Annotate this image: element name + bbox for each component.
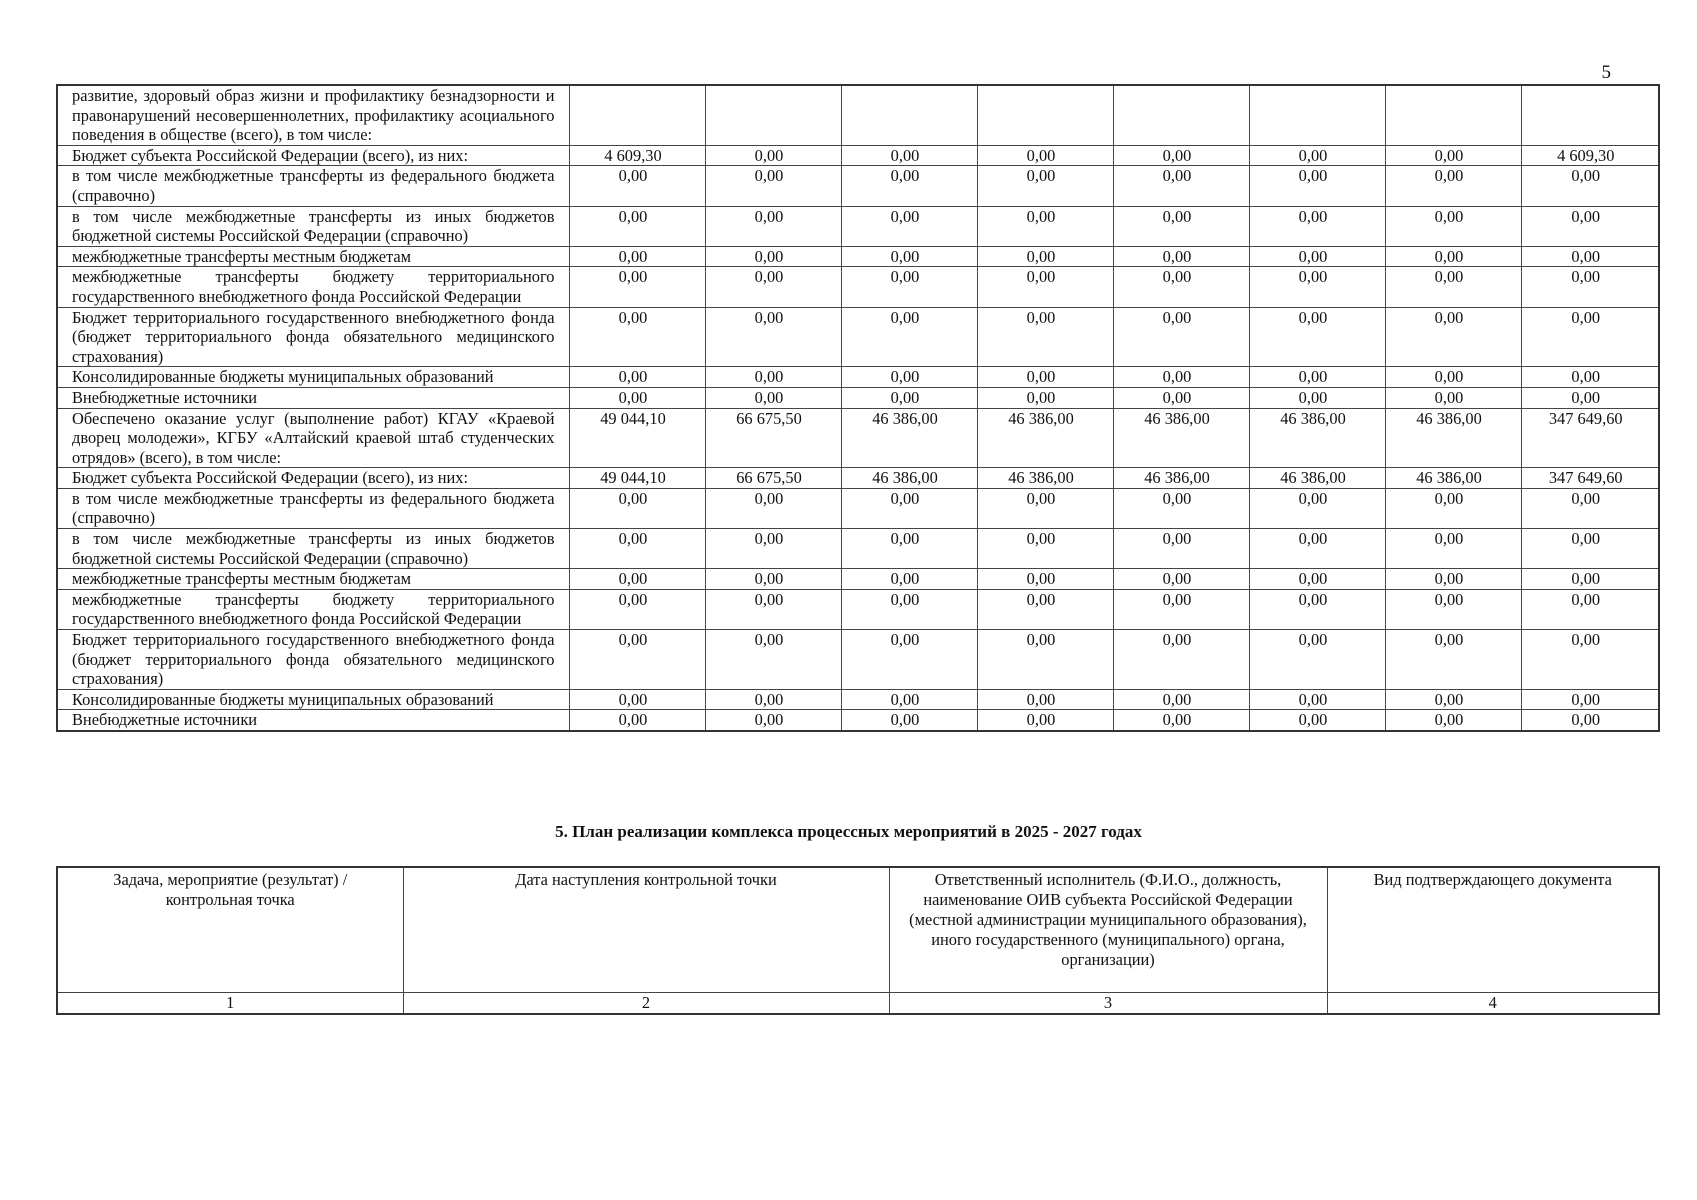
row-value: 46 386,00: [1113, 468, 1249, 489]
row-value: 0,00: [977, 367, 1113, 388]
row-value: 0,00: [1113, 166, 1249, 206]
plan-table: [56, 866, 1660, 1015]
row-value: 0,00: [1249, 246, 1385, 267]
row-value: 0,00: [841, 689, 977, 710]
table-row: [57, 166, 1659, 206]
row-value: 0,00: [1113, 488, 1249, 528]
row-value: 0,00: [977, 630, 1113, 690]
row-value: 0,00: [1521, 166, 1659, 206]
row-value: 0,00: [1521, 367, 1659, 388]
row-value: 49 044,10: [569, 408, 705, 468]
row-value: 0,00: [569, 387, 705, 408]
row-value: [1249, 85, 1385, 145]
row-value: 0,00: [1521, 689, 1659, 710]
row-label: межбюджетные трансферты местным бюджетам: [57, 569, 569, 590]
table-row: [57, 569, 1659, 590]
row-value: 0,00: [705, 387, 841, 408]
row-value: 0,00: [1385, 387, 1521, 408]
row-value: 0,00: [1385, 367, 1521, 388]
row-value: 0,00: [1249, 710, 1385, 731]
row-value: 0,00: [977, 710, 1113, 731]
row-value: [977, 85, 1113, 145]
row-value: 0,00: [1113, 710, 1249, 731]
row-value: 0,00: [569, 307, 705, 367]
row-value: 4 609,30: [1521, 145, 1659, 166]
row-value: 0,00: [1249, 367, 1385, 388]
row-value: [1385, 85, 1521, 145]
row-value: 0,00: [1249, 569, 1385, 590]
row-value: 0,00: [841, 246, 977, 267]
row-value: [841, 85, 977, 145]
row-value: 0,00: [1249, 488, 1385, 528]
row-value: 0,00: [1385, 307, 1521, 367]
row-value: 0,00: [1249, 689, 1385, 710]
table-row: [57, 689, 1659, 710]
row-value: 0,00: [1113, 367, 1249, 388]
row-value: 0,00: [1113, 689, 1249, 710]
row-value: 0,00: [1521, 710, 1659, 731]
row-value: 66 675,50: [705, 468, 841, 489]
row-value: 0,00: [1385, 145, 1521, 166]
row-value: 0,00: [841, 589, 977, 629]
row-value: 0,00: [841, 166, 977, 206]
row-value: 0,00: [569, 630, 705, 690]
row-value: 46 386,00: [1113, 408, 1249, 468]
row-value: 0,00: [1249, 206, 1385, 246]
row-value: 0,00: [705, 689, 841, 710]
row-value: 0,00: [1521, 488, 1659, 528]
row-value: [1113, 85, 1249, 145]
row-label: Бюджет субъекта Российской Федерации (всего), из них:: [57, 145, 569, 166]
row-value: 0,00: [705, 166, 841, 206]
row-value: 0,00: [841, 367, 977, 388]
financing-table: [56, 84, 1660, 732]
row-value: 0,00: [705, 710, 841, 731]
table-row: [57, 206, 1659, 246]
row-label: Консолидированные бюджеты муниципальных образований: [57, 367, 569, 388]
row-value: 0,00: [977, 206, 1113, 246]
row-value: 0,00: [705, 145, 841, 166]
table-row: [57, 307, 1659, 367]
row-value: 0,00: [1521, 529, 1659, 569]
table-row: [57, 529, 1659, 569]
table-row: [57, 246, 1659, 267]
row-label: в том числе межбюджетные трансферты из федерального бюджета (справочно): [57, 488, 569, 528]
row-value: 0,00: [841, 387, 977, 408]
row-value: 0,00: [705, 367, 841, 388]
row-value: 46 386,00: [1249, 468, 1385, 489]
row-value: 0,00: [569, 166, 705, 206]
row-value: 0,00: [1385, 206, 1521, 246]
page-number: 5: [1601, 62, 1611, 83]
row-value: 46 386,00: [977, 468, 1113, 489]
row-value: 0,00: [977, 145, 1113, 166]
row-value: 0,00: [1113, 589, 1249, 629]
plan-header-responsible: Ответственный исполнитель (Ф.И.О., должность, наименование ОИВ субъекта Российской Федерации (местной администрации муниципального образования), иного государственного (муниципального) органа, организации): [889, 867, 1327, 993]
row-value: 347 649,60: [1521, 408, 1659, 468]
row-label: Бюджет территориального государственного внебюджетного фонда (бюджет территориального фонда обязательного медицинского страхования): [57, 307, 569, 367]
row-value: 0,00: [1385, 267, 1521, 307]
row-value: 46 386,00: [1249, 408, 1385, 468]
row-label: Бюджет территориального государственного внебюджетного фонда (бюджет территориального фонда обязательного медицинского страхования): [57, 630, 569, 690]
row-value: 0,00: [569, 529, 705, 569]
row-value: 0,00: [977, 529, 1113, 569]
row-label: Внебюджетные источники: [57, 710, 569, 731]
plan-column-numbers-row: [57, 993, 1659, 1015]
row-value: 4 609,30: [569, 145, 705, 166]
row-value: 0,00: [1521, 387, 1659, 408]
row-value: 0,00: [1113, 387, 1249, 408]
row-value: 0,00: [1385, 710, 1521, 731]
row-label: межбюджетные трансферты местным бюджетам: [57, 246, 569, 267]
plan-column-number: 4: [1327, 993, 1659, 1015]
row-value: 0,00: [1385, 488, 1521, 528]
row-value: 0,00: [1249, 529, 1385, 569]
row-label: межбюджетные трансферты бюджету территориального государственного внебюджетного фонда Российской Федерации: [57, 267, 569, 307]
table-row: [57, 589, 1659, 629]
row-value: 0,00: [1521, 206, 1659, 246]
table-row: [57, 468, 1659, 489]
row-label: Обеспечено оказание услуг (выполнение работ) КГАУ «Краевой дворец молодежи», КГБУ «Алтайский краевой штаб студенческих отрядов» (всего), в том числе:: [57, 408, 569, 468]
row-label: Внебюджетные источники: [57, 387, 569, 408]
row-label: развитие, здоровый образ жизни и профилактику безнадзорности и правонарушений несовершеннолетних, профилактику асоциального поведения в обществе (всего), в том числе:: [57, 85, 569, 145]
table-row: [57, 145, 1659, 166]
row-value: 0,00: [977, 246, 1113, 267]
row-label: в том числе межбюджетные трансферты из иных бюджетов бюджетной системы Российской Федерации (справочно): [57, 529, 569, 569]
row-value: 0,00: [841, 569, 977, 590]
row-value: 0,00: [841, 710, 977, 731]
row-value: 0,00: [1249, 589, 1385, 629]
row-value: 0,00: [1249, 387, 1385, 408]
row-value: 0,00: [569, 206, 705, 246]
row-value: 0,00: [569, 710, 705, 731]
row-value: 46 386,00: [1385, 408, 1521, 468]
row-label: межбюджетные трансферты бюджету территориального государственного внебюджетного фонда Российской Федерации: [57, 589, 569, 629]
row-value: 0,00: [705, 206, 841, 246]
row-value: 46 386,00: [841, 468, 977, 489]
row-value: 0,00: [1249, 307, 1385, 367]
row-value: 0,00: [705, 630, 841, 690]
table-row: [57, 710, 1659, 731]
plan-header-date: Дата наступления контрольной точки: [403, 867, 889, 993]
row-value: 347 649,60: [1521, 468, 1659, 489]
row-value: 0,00: [1249, 630, 1385, 690]
row-value: 0,00: [569, 488, 705, 528]
row-value: 0,00: [841, 206, 977, 246]
row-value: 46 386,00: [977, 408, 1113, 468]
plan-header-task: Задача, мероприятие (результат) / контрольная точка: [57, 867, 403, 993]
row-value: 0,00: [977, 307, 1113, 367]
row-value: 0,00: [569, 246, 705, 267]
row-value: 0,00: [977, 589, 1113, 629]
row-value: 0,00: [569, 367, 705, 388]
row-value: 0,00: [977, 267, 1113, 307]
row-value: 0,00: [1521, 569, 1659, 590]
table-row: [57, 85, 1659, 145]
row-value: 0,00: [841, 267, 977, 307]
row-value: 0,00: [1113, 307, 1249, 367]
row-value: 0,00: [569, 569, 705, 590]
row-value: 0,00: [1385, 569, 1521, 590]
row-value: 0,00: [1385, 166, 1521, 206]
row-value: 0,00: [841, 145, 977, 166]
row-value: 0,00: [705, 488, 841, 528]
row-value: 0,00: [1385, 689, 1521, 710]
row-value: [1521, 85, 1659, 145]
table-row: [57, 387, 1659, 408]
row-value: 0,00: [977, 689, 1113, 710]
row-value: 0,00: [1113, 206, 1249, 246]
row-value: 0,00: [569, 689, 705, 710]
row-value: 0,00: [705, 569, 841, 590]
row-value: 0,00: [1113, 246, 1249, 267]
plan-column-number: 3: [889, 993, 1327, 1015]
row-value: 0,00: [1249, 267, 1385, 307]
section-title: 5. План реализации комплекса процессных мероприятий в 2025 - 2027 годах: [555, 822, 1142, 841]
row-value: 0,00: [1113, 529, 1249, 569]
row-value: 0,00: [1521, 307, 1659, 367]
row-value: 0,00: [705, 267, 841, 307]
table-row: [57, 488, 1659, 528]
row-value: [569, 85, 705, 145]
plan-column-number: 1: [57, 993, 403, 1015]
row-value: 0,00: [841, 630, 977, 690]
row-value: 0,00: [569, 589, 705, 629]
row-value: 0,00: [1249, 166, 1385, 206]
row-value: 0,00: [1113, 569, 1249, 590]
row-value: 0,00: [705, 246, 841, 267]
row-label: Консолидированные бюджеты муниципальных образований: [57, 689, 569, 710]
row-value: 0,00: [1385, 630, 1521, 690]
table-row: [57, 408, 1659, 468]
table-row: [57, 367, 1659, 388]
row-value: 0,00: [569, 267, 705, 307]
row-value: 0,00: [1385, 589, 1521, 629]
row-value: 0,00: [1385, 529, 1521, 569]
row-value: 0,00: [705, 307, 841, 367]
plan-header-row: [57, 867, 1659, 993]
row-label: в том числе межбюджетные трансферты из иных бюджетов бюджетной системы Российской Федерации (справочно): [57, 206, 569, 246]
row-value: 0,00: [841, 529, 977, 569]
row-value: 0,00: [1521, 246, 1659, 267]
row-value: 0,00: [1521, 630, 1659, 690]
row-label: в том числе межбюджетные трансферты из федерального бюджета (справочно): [57, 166, 569, 206]
row-value: 0,00: [1249, 145, 1385, 166]
row-value: 0,00: [841, 488, 977, 528]
table-row: [57, 630, 1659, 690]
row-value: 0,00: [705, 529, 841, 569]
row-value: 0,00: [977, 488, 1113, 528]
row-value: 0,00: [977, 569, 1113, 590]
row-value: 0,00: [1521, 267, 1659, 307]
row-label: Бюджет субъекта Российской Федерации (всего), из них:: [57, 468, 569, 489]
row-value: 46 386,00: [1385, 468, 1521, 489]
row-value: 0,00: [1521, 589, 1659, 629]
row-value: 0,00: [1113, 630, 1249, 690]
row-value: 0,00: [705, 589, 841, 629]
row-value: [705, 85, 841, 145]
financing-table-body: [57, 85, 1659, 731]
row-value: 46 386,00: [841, 408, 977, 468]
plan-column-number: 2: [403, 993, 889, 1015]
row-value: 0,00: [841, 307, 977, 367]
row-value: 0,00: [1113, 267, 1249, 307]
row-value: 0,00: [1113, 145, 1249, 166]
row-value: 49 044,10: [569, 468, 705, 489]
row-value: 0,00: [977, 387, 1113, 408]
table-row: [57, 267, 1659, 307]
row-value: 0,00: [1385, 246, 1521, 267]
row-value: 66 675,50: [705, 408, 841, 468]
plan-header-document: Вид подтверждающего документа: [1327, 867, 1659, 993]
row-value: 0,00: [977, 166, 1113, 206]
